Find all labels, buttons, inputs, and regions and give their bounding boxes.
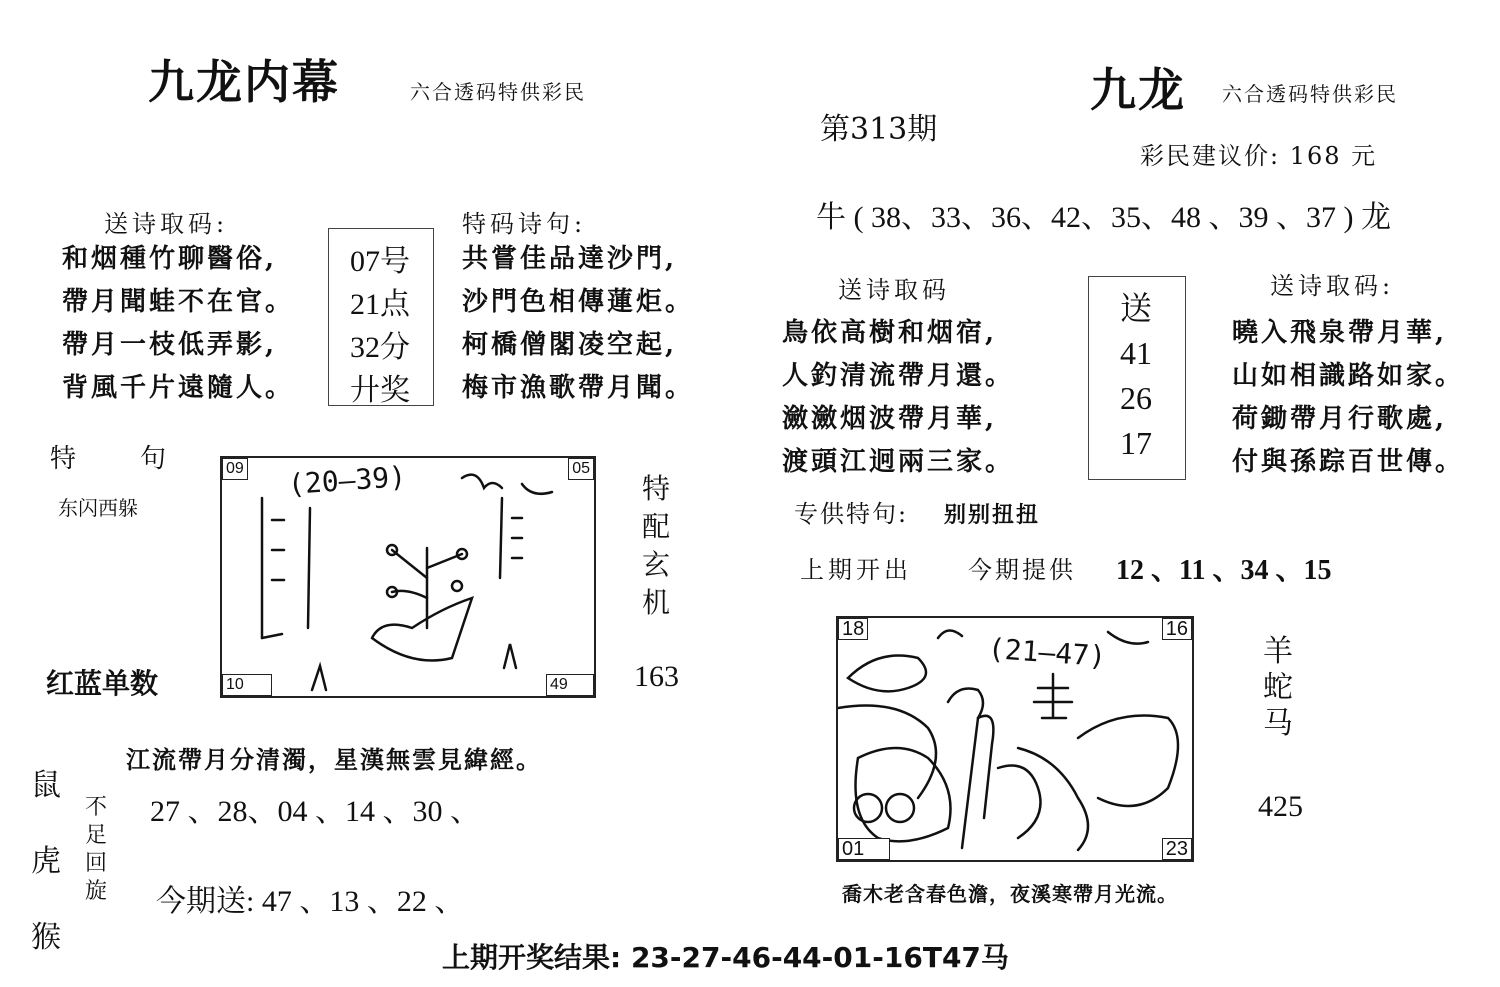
right-poem-line: 人釣清流帶月還。: [782, 361, 1015, 391]
color-label: 红蓝单数: [46, 667, 159, 700]
right-poem-line: 荷鋤帶月行歌處,: [1232, 404, 1448, 434]
buzu-vertical: [78, 794, 114, 906]
right-caption: 喬木老含春色澹，夜溪寒帶月光流。: [842, 882, 1178, 906]
buzu-char: 回: [84, 851, 107, 876]
zodiac-char: 鼠: [31, 768, 61, 803]
zodiac-char: 马: [1263, 706, 1293, 741]
tema-poem-line: 共嘗佳品達沙門,: [462, 244, 678, 274]
left-sketch: [222, 458, 594, 696]
left-verse-line: 江流帶月分清濁，星漢無雲見緯經。: [126, 745, 542, 774]
teju-value: 东闪西躲: [58, 496, 138, 520]
hint-vertical: [636, 470, 676, 622]
left-poem-line: 背風千片遠隨人。: [62, 373, 295, 403]
left-sketch-text: (20—39): [286, 459, 408, 502]
hint-char: 机: [641, 586, 670, 619]
send-box-values: [1098, 286, 1174, 466]
send-value: 26: [1120, 380, 1152, 416]
right-poem-line: 鳥依高樹和烟宿,: [782, 318, 998, 348]
tema-poem-line: 柯橋僧閣凌空起,: [462, 330, 678, 360]
left-picture: [220, 456, 596, 698]
corner-top-right: 16: [1162, 618, 1192, 640]
corner-bottom-left: 01: [838, 838, 890, 860]
hint-char: 特: [641, 472, 670, 505]
teju-label: 特 句: [50, 444, 171, 474]
provide-label: 今期提供: [968, 556, 1076, 584]
mid-value: 32分: [350, 331, 410, 364]
corner-bottom-left: 10: [222, 674, 272, 696]
mid-value: 07号: [350, 245, 410, 278]
right-poem-heading-right: 送诗取码:: [1270, 272, 1395, 300]
left-poem-line: 和烟種竹聊醫俗,: [62, 244, 278, 274]
buzu-char: 旋: [84, 879, 107, 904]
right-picture: [836, 616, 1194, 862]
left-subtitle: 六合透码特供彩民: [410, 80, 586, 104]
tema-poem: [462, 238, 694, 410]
send-value: 送: [1119, 290, 1152, 326]
mid-value: 廾奖: [350, 374, 410, 407]
right-subtitle: 六合透码特供彩民: [1222, 82, 1398, 106]
right-poem-heading-left: 送诗取码: [838, 276, 950, 304]
tema-poem-line: 梅市漁歌帶月聞。: [462, 373, 695, 403]
last-label: 上期开出: [800, 556, 912, 584]
mid-value: 21点: [350, 288, 410, 321]
corner-top-left: 18: [838, 618, 868, 640]
provide-value: 12 、11 、34 、15: [1116, 555, 1332, 586]
left-mid-values: [344, 240, 416, 412]
number-425: 425: [1258, 790, 1303, 823]
right-poem-line: 山如相識路如家。: [1232, 361, 1465, 391]
corner-top-left: 09: [222, 458, 248, 480]
today-send: 今期送: 47 、13 、22 、: [156, 885, 465, 918]
right-poem-right: [1232, 312, 1464, 484]
footer-result: 上期开奖结果: 23-27-46-44-01-16T47马: [442, 941, 1009, 974]
right-poem-line: 瀲瀲烟波帶月華,: [782, 404, 998, 434]
niu-line: 牛 ( 38、33、36、42、35、48 、39 、37 ) 龙: [816, 201, 1391, 234]
left-poem-heading: 送诗取码:: [104, 210, 229, 238]
issue-number: 第313期: [820, 112, 938, 147]
corner-bottom-right: 49: [546, 674, 594, 696]
left-numbers-line: 27 、28、04 、14 、30 、: [150, 795, 480, 828]
left-zodiac: [26, 748, 66, 976]
number-163: 163: [634, 660, 679, 693]
left-poem-line: 帶月聞蛙不在官。: [62, 287, 295, 317]
left-poem-line: 帶月一枝低弄影,: [62, 330, 278, 360]
right-zodiac: [1258, 634, 1298, 742]
corner-top-right: 05: [568, 458, 594, 480]
price: 彩民建议价: 168 元: [1140, 142, 1378, 170]
zodiac-char: 蛇: [1263, 670, 1293, 705]
send-value: 41: [1120, 335, 1152, 371]
right-poem-line: 曉入飛泉帶月華,: [1232, 318, 1448, 348]
right-poem-line: 付與孫踪百世傳。: [1232, 447, 1465, 477]
hint-char: 配: [641, 510, 670, 543]
zodiac-char: 虎: [31, 844, 61, 879]
left-title: 九龙内幕: [148, 55, 340, 109]
tema-poem-line: 沙門色相傳蓮炬。: [462, 287, 695, 317]
corner-bottom-right: 23: [1162, 838, 1192, 860]
tema-heading: 特码诗句:: [462, 210, 587, 238]
right-poem-line: 渡頭江迥兩三家。: [782, 447, 1015, 477]
hint-char: 玄: [641, 548, 670, 581]
buzu-char: 足: [84, 823, 107, 848]
special-value: 别别扭扭: [944, 502, 1041, 528]
zodiac-char: 猴: [31, 920, 61, 955]
left-poem: [62, 238, 294, 410]
zodiac-char: 羊: [1263, 634, 1293, 669]
buzu-char: 不: [84, 795, 107, 820]
special-label: 专供特句:: [794, 500, 909, 528]
right-title: 九龙: [1090, 63, 1186, 117]
send-value: 17: [1120, 425, 1152, 461]
right-poem-left: [782, 312, 1014, 484]
right-sketch-text: (21—47): [986, 631, 1108, 674]
